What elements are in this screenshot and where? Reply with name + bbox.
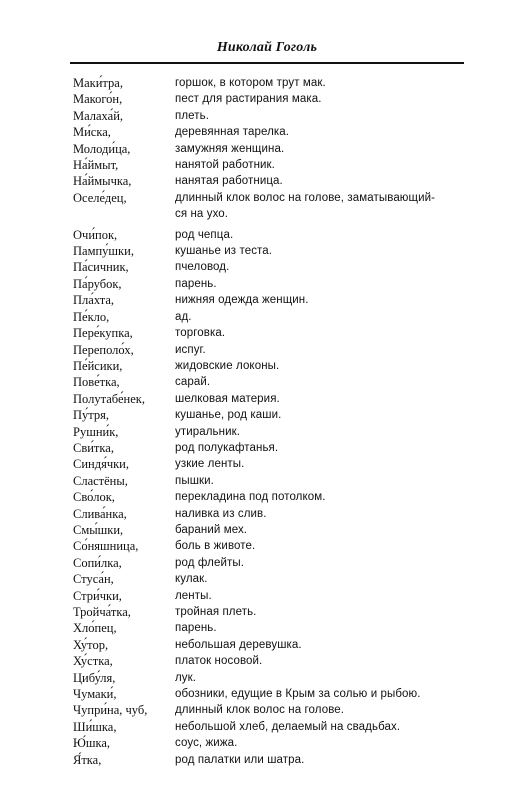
glossary-definition-line: нижняя одежда женщин. <box>175 294 309 307</box>
glossary-term: Чупри́на, чуб, <box>73 703 148 718</box>
glossary-entry <box>73 653 473 669</box>
glossary-term: Сви́тка, <box>73 440 114 455</box>
glossary-term: Чумаки́, <box>73 687 117 702</box>
glossary-definition-line: платок носовой. <box>175 655 263 668</box>
glossary-definition-line: пышки. <box>175 474 214 487</box>
glossary-definition <box>175 407 473 423</box>
glossary-entry <box>73 292 473 308</box>
glossary-entry <box>73 538 473 554</box>
glossary-definition-line: небольшой хлеб, делаемый на свадьбах. <box>175 720 401 733</box>
glossary-definition-line: нанятой работник. <box>175 159 275 172</box>
glossary-term: Пла́хта, <box>73 293 115 308</box>
glossary-term: Ми́ска, <box>73 125 111 140</box>
glossary-entry <box>73 456 473 472</box>
glossary-definition-line: сарай. <box>175 376 211 389</box>
glossary-definition <box>175 653 473 669</box>
glossary-entry <box>73 157 473 173</box>
glossary-definition-line: перекладина под потолком. <box>175 491 326 504</box>
glossary-term: Цибу́ля, <box>73 670 116 685</box>
glossary-definition <box>175 538 473 554</box>
glossary-term: Стуса́н, <box>73 572 114 587</box>
glossary-definition-line: горшок, в котором трут мак. <box>175 77 326 89</box>
glossary-term: Пу́тря, <box>73 408 110 423</box>
glossary-entry <box>73 620 473 636</box>
glossary-definition-line: пест для растирания мака. <box>175 93 322 106</box>
glossary-entry <box>73 141 473 157</box>
glossary-definition-line: узкие ленты. <box>175 458 245 471</box>
glossary-definition <box>175 173 473 189</box>
glossary-entry <box>73 259 473 275</box>
glossary-definition <box>175 424 473 440</box>
glossary-term: Смы́шки, <box>73 522 124 537</box>
glossary-definition <box>175 686 473 702</box>
glossary-entry <box>73 571 473 587</box>
glossary-definition-line: наливка из слив. <box>175 507 267 520</box>
glossary-definition-line: обозники, едущие в Крым за солью и рыбою. <box>175 688 421 701</box>
running-head-title: Николай Гоголь <box>216 40 318 55</box>
glossary-definition <box>175 374 473 390</box>
glossary-definition-line: торговка. <box>175 327 226 340</box>
glossary-definition <box>175 75 473 91</box>
glossary-definition-line: длинный клок волос на голове. <box>175 704 345 717</box>
glossary-term: Оселе́дец, <box>73 190 127 205</box>
glossary-definition-line: нанятая работница. <box>175 175 283 188</box>
glossary-term: Пе́кло, <box>73 309 110 324</box>
glossary-term: Малаха́й, <box>73 108 124 123</box>
glossary-term: Ши́шка, <box>73 719 117 734</box>
glossary-definition-line: род палатки или шатра. <box>175 753 305 766</box>
glossary-definition <box>175 555 473 571</box>
glossary-definition-line: испуг. <box>175 343 206 356</box>
glossary-definition <box>175 292 473 308</box>
glossary-definition <box>175 227 473 243</box>
glossary-entry <box>73 489 473 505</box>
glossary-term: Макого́н, <box>73 92 123 107</box>
glossary-entry <box>73 473 473 489</box>
glossary-entry <box>73 440 473 456</box>
glossary-entry <box>73 173 473 189</box>
glossary-entry <box>73 637 473 653</box>
glossary-term: Сво́лок, <box>73 490 115 505</box>
glossary-entry <box>73 588 473 604</box>
header-rule <box>70 62 464 64</box>
glossary-entry <box>73 604 473 620</box>
glossary-definition-line: кушанье из теста. <box>175 245 273 258</box>
glossary-term: Я́тка, <box>73 752 102 767</box>
glossary-term: Синдя́чки, <box>73 457 129 472</box>
glossary-definition <box>175 752 473 768</box>
glossary-definition <box>175 588 473 604</box>
glossary-term: Пове́тка, <box>73 375 120 390</box>
glossary-definition <box>175 141 473 157</box>
glossary-term: Пе́йсики, <box>73 358 123 373</box>
glossary-term: Па́рубок, <box>73 276 122 291</box>
glossary-definition-line: шелковая материя. <box>175 392 280 405</box>
glossary-entry <box>73 555 473 571</box>
glossary-entry <box>73 735 473 751</box>
glossary-term: Тройча́тка, <box>73 605 131 619</box>
glossary-definition-line: деревянная тарелка. <box>175 126 290 139</box>
glossary-term: Па́сичник, <box>73 260 129 275</box>
glossary-term: Переполо́х, <box>73 342 134 357</box>
glossary-entry <box>73 276 473 292</box>
glossary-definition-line: бараний мех. <box>175 523 248 536</box>
glossary-definition <box>175 506 473 522</box>
glossary-term: Полутабе́нек, <box>73 391 145 406</box>
glossary-term: Со́няшница, <box>73 539 139 554</box>
glossary-definition-line: лук. <box>175 671 197 684</box>
glossary-definition-line: род флейты. <box>175 556 245 569</box>
glossary-definition-line: пчеловод. <box>175 261 230 274</box>
glossary-definition <box>175 735 473 751</box>
glossary-definition <box>175 309 473 325</box>
glossary-term: Ю́шка, <box>73 736 111 751</box>
glossary-definition <box>175 702 473 718</box>
glossary-definition-line: замужняя женщина. <box>175 142 285 155</box>
glossary-definition <box>175 157 473 173</box>
glossary-definition <box>175 637 473 653</box>
glossary-definition-line: род чепца. <box>175 228 234 241</box>
glossary-definition <box>175 276 473 292</box>
glossary-term: Слива́нка, <box>73 506 127 521</box>
glossary-definition-line: плеть. <box>175 109 210 122</box>
glossary-definition-line: ленты. <box>175 589 212 602</box>
glossary-entry <box>73 391 473 407</box>
glossary-definition <box>175 358 473 374</box>
glossary-term: Ху́тор, <box>73 637 109 652</box>
glossary-definition <box>175 91 473 107</box>
glossary-term: Ху́стка, <box>73 654 113 669</box>
glossary-entry <box>73 91 473 107</box>
glossary-entry <box>73 243 473 259</box>
glossary-list <box>73 75 473 768</box>
glossary-definition-line: жидовские локоны. <box>175 359 280 372</box>
glossary-definition-line: парень. <box>175 277 217 290</box>
glossary-definition-line: кулак. <box>175 573 208 586</box>
glossary-entry <box>73 702 473 718</box>
glossary-definition <box>175 473 473 489</box>
glossary-term: Молоди́ца, <box>73 141 131 156</box>
glossary-definition <box>175 108 473 124</box>
glossary-entry <box>73 325 473 341</box>
glossary-entry <box>73 522 473 538</box>
glossary-definition-line: кушанье, род каши. <box>175 409 282 422</box>
glossary-term: Рушни́к, <box>73 424 119 439</box>
glossary-entry <box>73 407 473 423</box>
glossary-definition <box>175 259 473 275</box>
glossary-definition-line: род полукафтанья. <box>175 441 279 454</box>
glossary-entry <box>73 108 473 124</box>
glossary-definition <box>175 670 473 686</box>
glossary-entry <box>73 124 473 140</box>
glossary-definition-line: небольшая деревушка. <box>175 638 302 651</box>
glossary-definition-line: утиральник. <box>175 425 241 438</box>
glossary-entry <box>73 686 473 702</box>
glossary-definition <box>175 489 473 505</box>
glossary-term: Маки́тра, <box>73 76 123 90</box>
glossary-entry <box>73 506 473 522</box>
glossary-definition <box>175 325 473 341</box>
glossary-definition <box>175 440 473 456</box>
glossary-term: Стри́чки, <box>73 588 122 603</box>
glossary-term: Сопи́лка, <box>73 555 122 570</box>
glossary-definition-line: ад. <box>175 310 192 323</box>
glossary-definition-line: боль в животе. <box>175 540 256 553</box>
glossary-term: Пере́купка, <box>73 326 133 341</box>
glossary-definition-line: соус, жижа. <box>175 737 238 750</box>
glossary-definition-line: ся на ухо. <box>175 208 229 221</box>
glossary-term: Пампу́шки, <box>73 244 134 259</box>
glossary-definition <box>175 456 473 472</box>
glossary-definition <box>175 342 473 358</box>
glossary-definition <box>175 571 473 587</box>
glossary-definition <box>175 124 473 140</box>
glossary-entry <box>73 75 473 91</box>
glossary-entry <box>73 358 473 374</box>
glossary-definition <box>175 522 473 538</box>
glossary-entry <box>73 227 473 243</box>
glossary-definition-line: длинный клок волос на голове, заматывающий- <box>175 191 436 204</box>
glossary-entry <box>73 752 473 768</box>
glossary-entry <box>73 190 473 227</box>
glossary-entry <box>73 309 473 325</box>
glossary-entry <box>73 719 473 735</box>
glossary-term: Очи́пок, <box>73 227 118 242</box>
glossary-entry <box>73 424 473 440</box>
glossary-definition <box>175 719 473 735</box>
glossary-term: Хло́пец, <box>73 621 117 636</box>
glossary-definition <box>175 620 473 636</box>
glossary-definition <box>175 190 473 227</box>
glossary-definition <box>175 604 473 620</box>
glossary-term: На́ймыт, <box>73 158 119 173</box>
glossary-term: На́ймычка, <box>73 174 132 189</box>
glossary-definition <box>175 391 473 407</box>
glossary-definition <box>175 243 473 259</box>
glossary-term: Сластёны, <box>73 473 128 488</box>
glossary-definition-line: тройная плеть. <box>175 606 257 618</box>
glossary-entry <box>73 374 473 390</box>
glossary-entry <box>73 342 473 358</box>
glossary-entry <box>73 670 473 686</box>
glossary-definition-line: парень. <box>175 622 217 635</box>
